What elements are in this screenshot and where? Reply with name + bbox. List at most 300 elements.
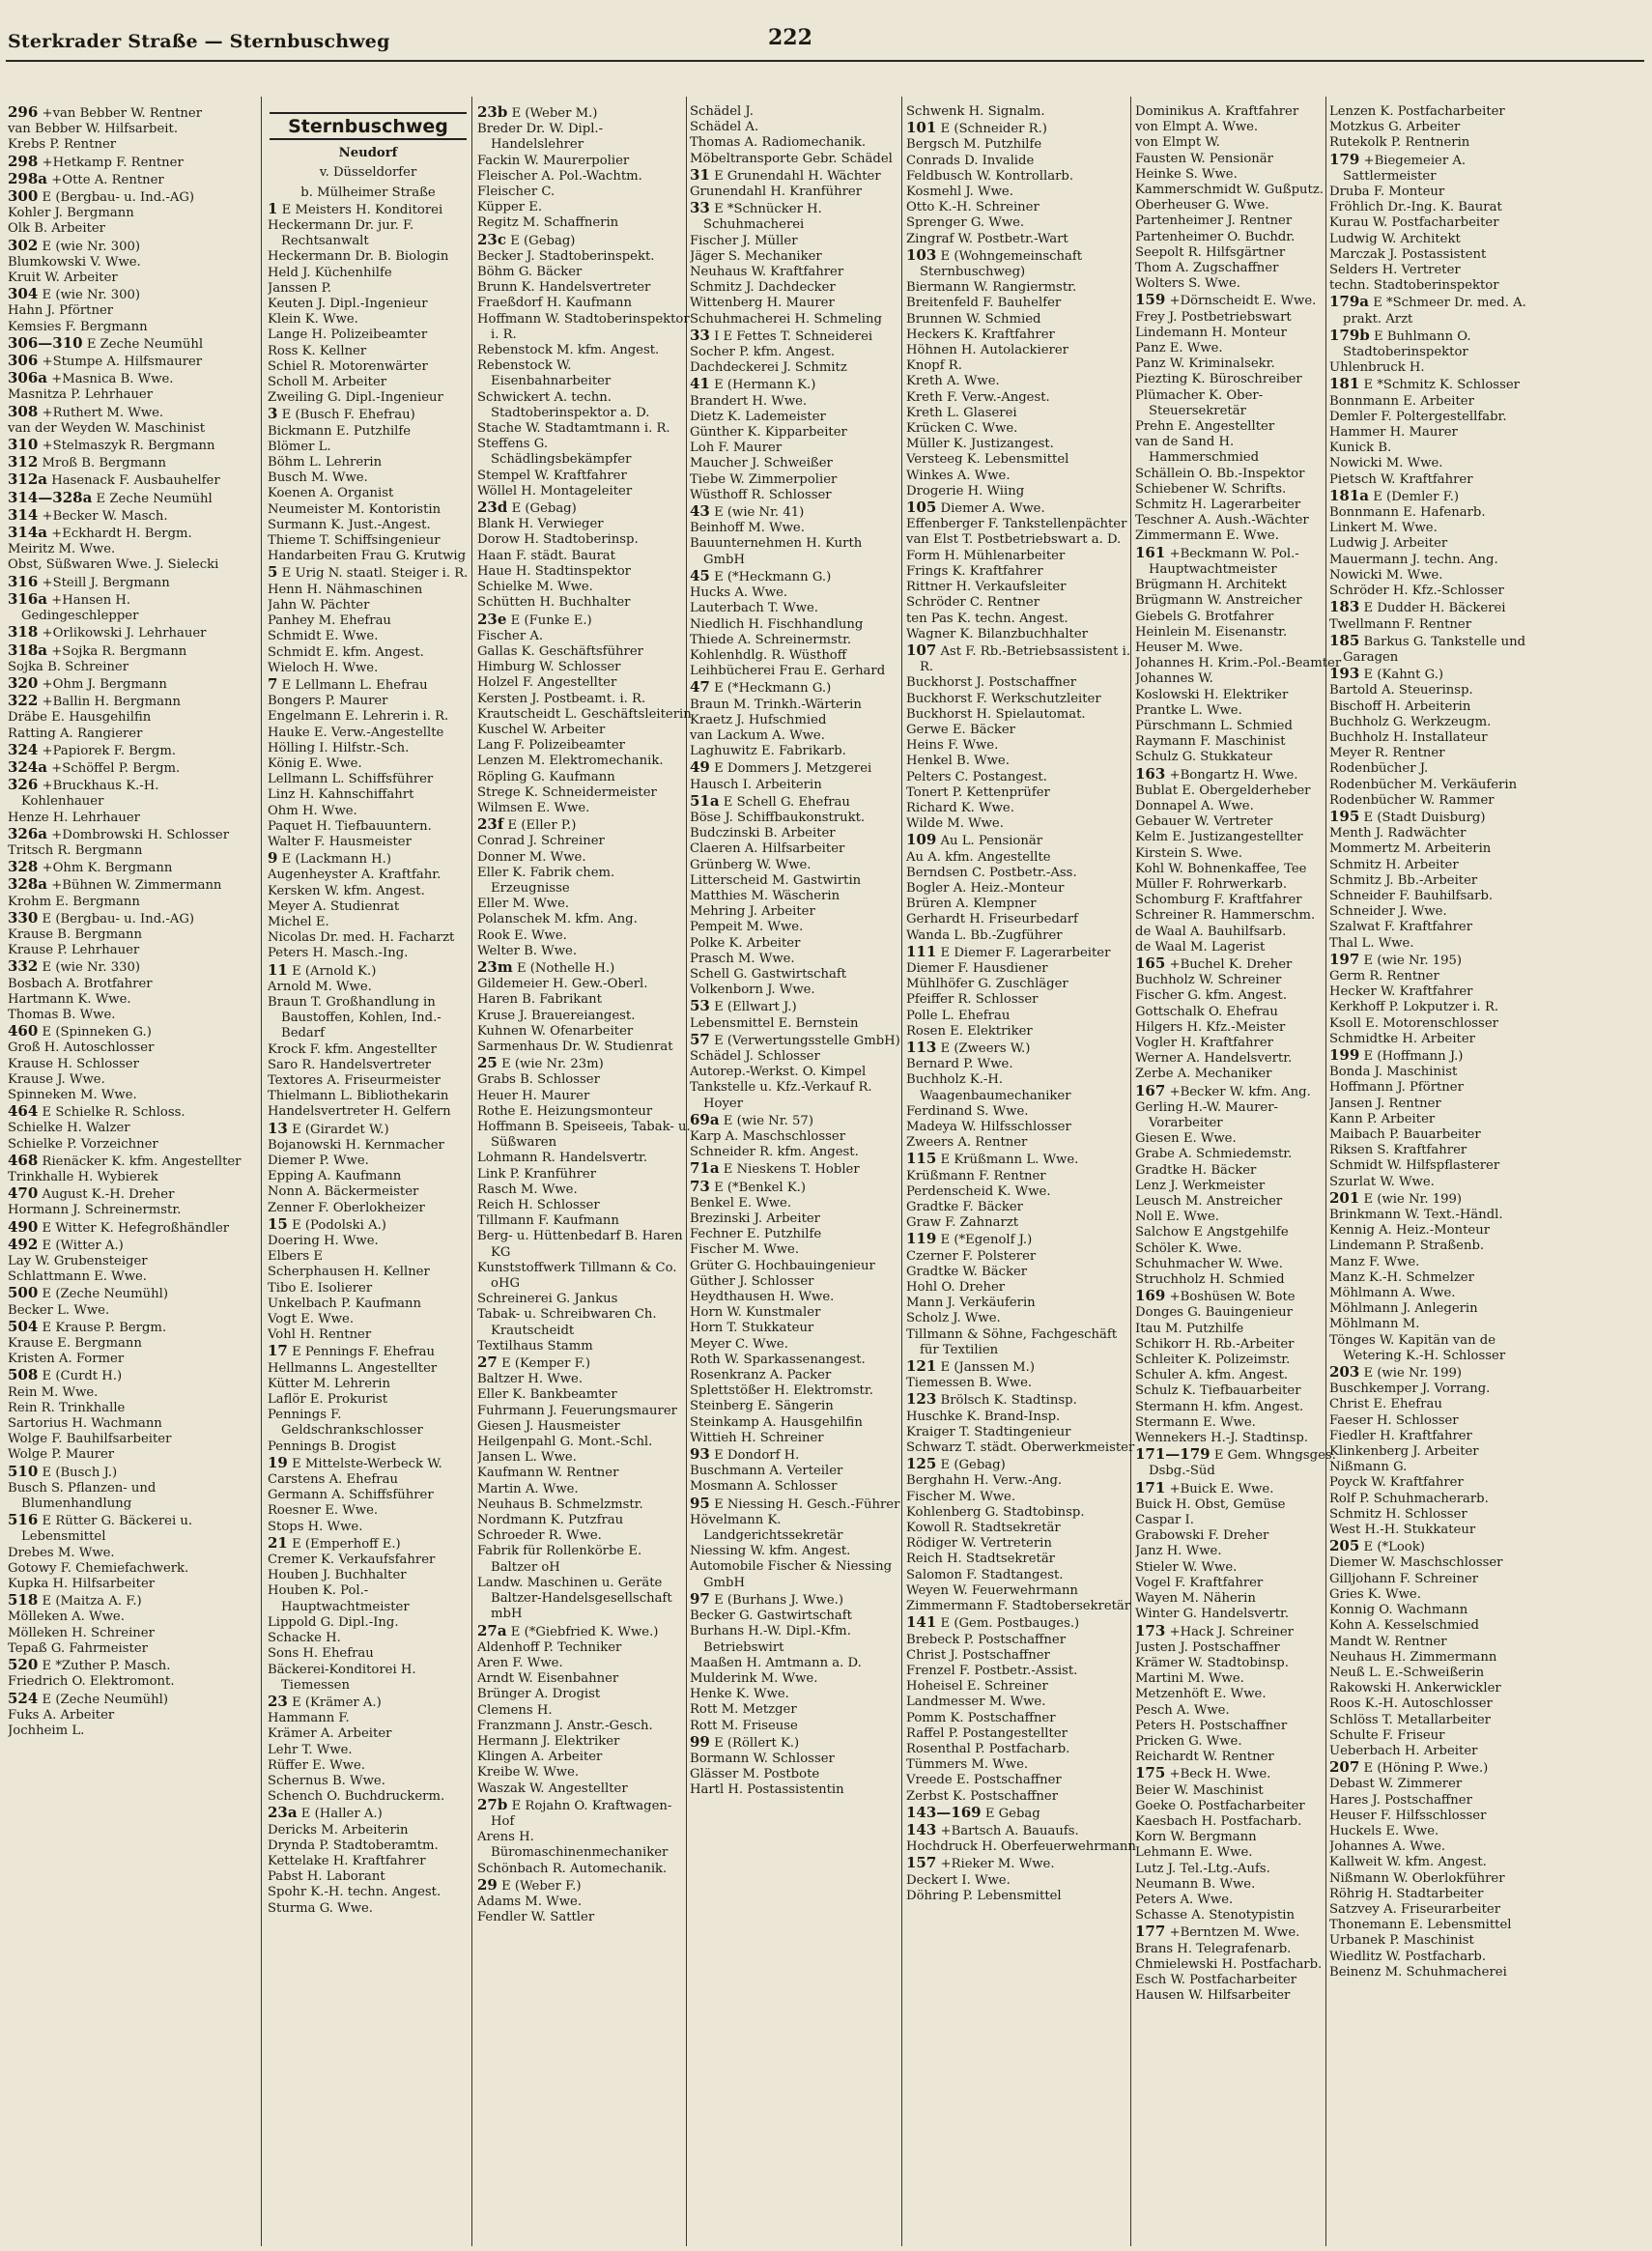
directory-entry	[1329, 568, 1540, 584]
resident-text: Lebensmittel E. Bernstein	[690, 1015, 859, 1031]
house-number: 203	[1329, 1363, 1360, 1382]
directory-entry	[906, 1757, 1136, 1773]
resident-text: Böhm L. Lehrerin	[268, 455, 383, 470]
directory-entry	[906, 1633, 1136, 1648]
resident-text: Burhans H.-W. Dipl.-Kfm. Betriebswirt	[690, 1624, 851, 1655]
resident-text: Schreinerei G. Jankus	[477, 1292, 618, 1307]
resident-text: Kemsies F. Bergmann	[8, 319, 148, 334]
directory-entry	[690, 873, 902, 889]
directory-entry	[690, 152, 902, 167]
directory-entry	[906, 1664, 1136, 1679]
directory-entry	[690, 889, 902, 904]
directory-entry	[906, 358, 1136, 374]
resident-text: Lenzen M. Elektromechanik.	[477, 754, 664, 769]
resident-text: Wagner K. Bilanzbuchhalter	[906, 626, 1088, 641]
resident-text: Thomas A. Radiomechanik.	[690, 135, 867, 151]
resident-text: Bischoff H. Arbeiterin	[1329, 698, 1471, 714]
resident-text: E (*Egenolf J.)	[940, 1233, 1033, 1248]
resident-text: Steffens G. Schädlingsbekämpfer	[477, 437, 632, 468]
resident-text: Partenheimer J. Rentner	[1135, 214, 1293, 229]
directory-entry	[1135, 1957, 1348, 1973]
resident-text: Bergsch M. Putzhilfe	[906, 137, 1042, 153]
directory-entry	[268, 1216, 469, 1234]
directory-entry	[1329, 1933, 1540, 1949]
resident-text: E Meisters H. Konditorei	[281, 202, 443, 217]
house-number: 492	[8, 1235, 39, 1253]
resident-text: Johannes A. Wwe.	[1329, 1839, 1446, 1855]
directory-entry	[690, 936, 902, 952]
directory-entry	[690, 1415, 902, 1431]
house-number: 159	[1135, 291, 1166, 309]
directory-entry	[1135, 1640, 1348, 1656]
directory-entry	[690, 1032, 902, 1049]
directory-entry	[8, 1432, 244, 1447]
resident-text: Wennekers H.-J. Stadtinsp.	[1135, 1431, 1308, 1446]
resident-text: Christ J. Postschaffner	[906, 1647, 1050, 1663]
resident-text: +Ohm K. Bergmann	[42, 861, 173, 876]
directory-entry	[1329, 1587, 1540, 1603]
directory-entry	[690, 1559, 902, 1590]
directory-entry	[1329, 247, 1540, 263]
resident-text: Form H. Mühlenarbeiter	[906, 548, 1066, 563]
resident-text: Henze H. Lehrhauer	[8, 810, 140, 825]
directory-entry	[906, 1169, 1136, 1184]
directory-entry	[1329, 1635, 1540, 1650]
directory-entry	[1135, 152, 1348, 167]
directory-entry	[8, 642, 244, 660]
directory-entry	[690, 503, 902, 521]
resident-text: Schlöss T. Metallarbeiter	[1329, 1712, 1491, 1727]
directory-entry	[1135, 1288, 1348, 1305]
house-number: 97	[690, 1589, 710, 1608]
resident-text: Kersten J. Postbeamt. i. R.	[477, 691, 646, 706]
resident-text: de Waal A. Bauhilfsarb.	[1135, 924, 1287, 939]
resident-text: Frings K. Kraftfahrer	[906, 563, 1043, 579]
directory-entry	[1329, 488, 1540, 505]
directory-entry	[1329, 1681, 1540, 1696]
resident-text: Obst, Süßwaren Wwe. J. Sielecki	[8, 557, 219, 573]
resident-text: Stops H. Wwe.	[268, 1519, 363, 1534]
resident-text: Scholz J. Wwe.	[906, 1311, 1001, 1326]
resident-text: Buckhorst H. Spielautomat.	[906, 706, 1086, 722]
resident-text: Kirstein S. Wwe.	[1135, 845, 1242, 861]
resident-text: Dorow H. Stadtoberinsp.	[477, 532, 639, 548]
resident-text: Automobile Fischer & Niessing GmbH	[690, 1559, 893, 1590]
directory-entry	[268, 787, 469, 803]
resident-text: Neuß L. E.-Schweißerin	[1329, 1665, 1485, 1680]
directory-entry	[477, 1213, 692, 1229]
resident-text: Giesen J. Hausmeister	[477, 1418, 620, 1434]
directory-entry	[1135, 1400, 1348, 1415]
directory-column-2	[268, 104, 469, 2244]
resident-text: Zimmermann E. Wwe.	[1135, 528, 1279, 544]
resident-text: Rosenthal P. Postfacharb.	[906, 1741, 1070, 1756]
directory-column-3	[477, 104, 692, 2244]
resident-text: Tillmann F. Kaufmann	[477, 1213, 619, 1229]
resident-text: Schmitz J. Bb.-Arbeiter	[1329, 872, 1478, 888]
directory-entry	[906, 247, 1136, 280]
resident-text: Franzmann J. Anstr.-Gesch.	[477, 1718, 653, 1733]
resident-text: Poyck W. Kraftfahrer	[1329, 1475, 1464, 1491]
directory-entry	[268, 1265, 469, 1280]
resident-text: Bonnmann E. Hafenarb.	[1329, 505, 1486, 521]
directory-entry	[477, 1862, 692, 1877]
resident-text: Ohm H. Wwe.	[268, 803, 357, 818]
directory-entry	[906, 832, 1136, 849]
directory-entry	[477, 564, 692, 580]
directory-entry	[477, 1198, 692, 1213]
resident-text: Fleischer A. Pol.-Wachtm.	[477, 168, 642, 184]
directory-entry	[268, 1455, 469, 1472]
directory-entry	[477, 1040, 692, 1055]
directory-entry	[477, 866, 692, 897]
house-number: 111	[906, 942, 937, 960]
directory-entry	[8, 1657, 244, 1674]
directory-entry	[8, 1057, 244, 1072]
resident-text: E (*Heckmann G.)	[714, 569, 832, 584]
directory-entry	[690, 1479, 902, 1495]
directory-entry	[1135, 292, 1348, 309]
resident-text: E (Gebag)	[510, 233, 576, 248]
directory-entry	[1329, 1397, 1540, 1412]
directory-entry	[8, 1254, 244, 1269]
directory-entry	[268, 359, 469, 375]
directory-entry	[477, 1750, 692, 1765]
directory-entry	[477, 1703, 692, 1719]
directory-entry	[8, 1319, 244, 1336]
resident-text: van der Weyden W. Maschinist	[8, 420, 206, 436]
directory-entry	[268, 1249, 469, 1265]
resident-text: Reich H. Stadtsekretär	[906, 1552, 1055, 1567]
resident-text: E (Podolski A.)	[292, 1217, 386, 1233]
resident-text: Lang F. Polizeibeamter	[477, 738, 625, 754]
directory-entry	[8, 1170, 244, 1185]
resident-text: Hermann J. Elektriker	[477, 1733, 620, 1749]
resident-text: +Bruckhaus K.-H. Kohlenhauer	[21, 779, 159, 810]
directory-entry	[1135, 893, 1348, 908]
resident-text: Szurlat W. Wwe.	[1329, 1174, 1435, 1189]
directory-entry	[1135, 214, 1348, 229]
resident-text: techn. Stadtoberinspektor	[1329, 278, 1499, 294]
directory-entry	[690, 1702, 902, 1718]
resident-text: Plümacher K. Ober-Steuersekretär	[1135, 387, 1264, 418]
resident-text: Braun T. Großhandlung in Baustoffen, Kohlen, Ind.-Bedarf	[268, 994, 441, 1041]
directory-entry	[1329, 1839, 1540, 1855]
resident-text: Heilgenpahl G. Mont.-Schl.	[477, 1435, 653, 1450]
resident-text: van Lackum A. Wwe.	[690, 727, 825, 743]
resident-text: von Elmpt W.	[1135, 135, 1220, 151]
directory-entry	[690, 488, 902, 503]
house-number: 107	[906, 641, 937, 659]
directory-entry	[477, 944, 692, 959]
directory-entry	[477, 834, 692, 849]
resident-text: Glässer M. Postbote	[690, 1767, 820, 1782]
street-title-box: Sternbuschweg	[270, 112, 467, 140]
resident-text: Gerhardt H. Friseurbedarf	[906, 912, 1078, 927]
directory-entry	[8, 188, 244, 206]
resident-text: Scholl M. Arbeiter	[268, 375, 387, 390]
directory-entry	[477, 1229, 692, 1260]
resident-text: Braun M. Trinkh.-Wärterin	[690, 697, 862, 712]
directory-entry	[1135, 1765, 1348, 1782]
resident-text: Prehn E. Angestellter	[1135, 419, 1275, 435]
resident-text: Keuten J. Dipl.-Ingenieur	[268, 297, 428, 312]
resident-text: Unkelbach P. Kaufmann	[268, 1296, 422, 1311]
house-number: 69a	[690, 1110, 720, 1128]
resident-text: Kupka H. Hilfsarbeiter	[8, 1577, 156, 1592]
resident-text: E Zeche Neumühl	[86, 336, 204, 352]
resident-text: Jansen J. Rentner	[1329, 1096, 1441, 1111]
directory-entry	[690, 1496, 902, 1513]
resident-text: E (Haller A.)	[300, 1807, 383, 1822]
directory-entry	[906, 1599, 1136, 1614]
header-rule	[6, 60, 1644, 62]
directory-entry	[477, 912, 692, 927]
resident-text: Berg- u. Hüttenbedarf B. Haren KG	[477, 1229, 683, 1260]
directory-entry	[906, 517, 1136, 532]
directory-entry	[1329, 1793, 1540, 1809]
house-number: 181	[1329, 375, 1360, 393]
house-number: 205	[1329, 1537, 1360, 1555]
house-number: 324a	[8, 757, 48, 776]
house-number: 5	[268, 563, 278, 582]
resident-text: Druba F. Monteur	[1329, 185, 1445, 200]
resident-text: Textilhaus Stamm	[477, 1338, 593, 1353]
directory-entry	[268, 772, 469, 787]
house-number: 179b	[1329, 326, 1370, 344]
directory-entry	[906, 1456, 1136, 1473]
directory-entry	[477, 644, 692, 660]
directory-entry	[268, 564, 469, 582]
house-number: 316	[8, 572, 39, 590]
resident-text: Twellmann F. Rentner	[1329, 616, 1472, 632]
directory-entry	[690, 1290, 902, 1305]
directory-entry	[8, 122, 244, 137]
resident-text: Czerner F. Polsterer	[906, 1248, 1037, 1264]
directory-entry	[8, 927, 244, 943]
directory-entry	[1329, 584, 1540, 599]
resident-text: Wolters S. Wwe.	[1135, 276, 1240, 292]
resident-text: Grabs B. Schlosser	[477, 1072, 600, 1088]
column-divider	[471, 97, 472, 2246]
directory-entry	[1329, 1538, 1540, 1555]
directory-entry	[8, 624, 244, 641]
directory-entry	[477, 1435, 692, 1450]
resident-text: E (Ellwart J.)	[714, 1000, 797, 1015]
resident-text: Fausten W. Pensionär	[1135, 151, 1273, 166]
resident-text: E (Funke E.)	[510, 613, 592, 628]
directory-entry	[690, 1227, 902, 1242]
directory-entry	[1135, 1988, 1348, 2004]
directory-entry	[906, 1855, 1136, 1872]
directory-entry	[690, 1687, 902, 1702]
directory-entry	[8, 206, 244, 221]
directory-entry	[268, 1042, 469, 1058]
resident-text: Krautscheidt L. Geschäftsleiterin	[477, 706, 692, 722]
resident-text: Mandt W. Rentner	[1329, 1634, 1447, 1649]
resident-text: Lay W. Grubensteiger	[8, 1254, 148, 1269]
directory-entry	[1135, 877, 1348, 893]
directory-entry	[690, 728, 902, 744]
directory-entry	[906, 961, 1136, 977]
directory-entry	[8, 1481, 244, 1512]
resident-text: Schikorr H. Rb.-Arbeiter	[1135, 1336, 1295, 1352]
house-number: 47	[690, 678, 710, 697]
directory-entry	[1135, 245, 1348, 261]
house-number: 113	[906, 1038, 937, 1056]
house-number: 43	[690, 502, 710, 521]
directory-entry	[1329, 1696, 1540, 1712]
resident-text: Graw F. Zahnarzt	[906, 1215, 1019, 1231]
house-number: 199	[1329, 1045, 1360, 1064]
directory-entry	[906, 707, 1136, 723]
resident-text: Friedrich O. Elektromont.	[8, 1674, 175, 1690]
resident-text: Möhlmann A. Wwe.	[1329, 1286, 1456, 1301]
directory-entry	[1135, 1942, 1348, 1957]
directory-entry	[477, 580, 692, 595]
resident-text: Meiritz M. Wwe.	[8, 542, 116, 557]
directory-entry	[477, 1404, 692, 1419]
resident-text: Faeser H. Schlosser	[1329, 1412, 1459, 1428]
house-number: 314a	[8, 524, 48, 542]
resident-text: Ross K. Kellner	[268, 343, 367, 358]
resident-text: E (Wohngemeinschaft Sternbuschweg)	[920, 248, 1083, 280]
resident-text: Donnapel A. Wwe.	[1135, 798, 1254, 813]
resident-text: Schneider J. Wwe.	[1329, 904, 1447, 920]
house-number: 125	[906, 1455, 937, 1473]
directory-entry	[906, 1311, 1136, 1326]
directory-entry	[690, 1179, 902, 1196]
resident-text: Eller K. Fabrik chem. Erzeugnisse	[477, 865, 615, 896]
resident-text: Eller K. Bankbeamter	[477, 1387, 617, 1403]
directory-entry	[1329, 936, 1540, 952]
directory-entry	[1329, 232, 1540, 247]
house-number: 27b	[477, 1795, 508, 1813]
resident-text: Nißmann G.	[1329, 1460, 1408, 1475]
directory-entry	[268, 1234, 469, 1249]
resident-text: Knopf R.	[906, 358, 962, 374]
directory-entry	[268, 676, 469, 694]
resident-text: Tibo E. Isolierer	[268, 1280, 373, 1296]
resident-text: E Urig N. staatl. Steiger i. R.	[281, 566, 469, 582]
directory-entry	[268, 1758, 469, 1774]
directory-entry	[477, 770, 692, 785]
house-number: 93	[690, 1445, 710, 1464]
directory-entry	[268, 819, 469, 835]
resident-text: Hoffmann W. Stadtoberinspektor i. R.	[477, 311, 690, 342]
directory-entry	[690, 234, 902, 249]
resident-text: E Dudder H. Bäckerei	[1363, 601, 1506, 616]
directory-entry	[906, 137, 1136, 153]
resident-text: Kennig A. Heiz.-Monteur	[1329, 1223, 1491, 1239]
house-number: 27	[477, 1353, 498, 1372]
resident-text: Blömer L.	[268, 439, 331, 454]
column-divider	[261, 97, 262, 2246]
resident-text: Hoheisel E. Schreiner	[906, 1679, 1048, 1695]
directory-entry	[690, 1049, 902, 1065]
resident-text: E Buhlmann O. Stadtoberinspektor	[1343, 328, 1471, 360]
directory-entry	[1135, 1163, 1348, 1179]
directory-entry	[690, 1321, 902, 1336]
directory-entry	[906, 1280, 1136, 1296]
resident-text: Haue H. Stadtinspektor	[477, 563, 631, 579]
directory-entry	[1329, 1618, 1540, 1634]
resident-text: Saro R. Handelsvertreter	[268, 1057, 432, 1072]
resident-text: E Schell G. Ehefrau	[723, 794, 850, 810]
resident-text: Buckhorst J. Postschaffner	[906, 675, 1077, 691]
resident-text: Rodenbücher M. Verkäuferin	[1329, 777, 1518, 792]
directory-entry	[1135, 719, 1348, 734]
directory-entry	[1329, 809, 1540, 826]
directory-entry	[8, 1137, 244, 1153]
directory-entry	[8, 104, 244, 122]
directory-entry	[906, 675, 1136, 691]
resident-text: van Bebber W. Hilfsarbeit.	[8, 122, 179, 137]
resident-text: +Schöffel P. Bergm.	[51, 760, 181, 776]
directory-entry	[8, 471, 244, 489]
house-number: 19	[268, 1453, 288, 1471]
directory-entry	[268, 1503, 469, 1519]
directory-entry	[268, 1201, 469, 1216]
directory-entry	[690, 778, 902, 793]
directory-entry	[268, 980, 469, 995]
directory-entry	[268, 709, 469, 725]
resident-text: E (Zeche Neumühl)	[42, 1692, 169, 1707]
resident-text: Wayen M. Näherin	[1135, 1591, 1256, 1607]
directory-entry	[477, 437, 692, 468]
directory-entry	[906, 280, 1136, 296]
directory-entry	[906, 1805, 1136, 1822]
resident-text: Germann A. Schiffsführer	[268, 1488, 434, 1503]
resident-text: Sons H. Ehefrau	[268, 1646, 374, 1662]
directory-entry	[268, 1169, 469, 1184]
directory-entry	[1135, 750, 1348, 765]
directory-entry	[477, 1387, 692, 1403]
resident-text: E (Bergbau- u. Ind.-AG)	[42, 190, 195, 206]
directory-entry	[268, 1711, 469, 1726]
resident-text: Niedlich H. Fischhandlung	[690, 616, 864, 632]
resident-text: Blank H. Verwieger	[477, 517, 604, 532]
resident-text: Gotowy F. Chemiefachwerk.	[8, 1560, 189, 1576]
house-number: 161	[1135, 543, 1166, 561]
resident-text: Gallas K. Geschäftsführer	[477, 643, 643, 659]
resident-text: Itau M. Putzhilfe	[1135, 1321, 1244, 1336]
resident-text: Gerling H.-W. Maurer-Vorarbeiter	[1135, 1099, 1278, 1130]
house-number: 460	[8, 1022, 39, 1040]
resident-text: Groß H. Autoschlosser	[8, 1040, 155, 1056]
resident-text: E (Arnold K.)	[292, 963, 377, 979]
resident-text: Krücken C. Wwe.	[906, 421, 1018, 437]
directory-entry	[690, 1591, 902, 1609]
resident-text: Diemer W. Maschschlosser	[1329, 1555, 1503, 1571]
resident-text: Bauunternehmen H. Kurth GmbH	[690, 536, 863, 567]
directory-entry	[906, 1391, 1136, 1409]
resident-text: Horn W. Kunstmaler	[690, 1305, 821, 1321]
directory-entry	[690, 1259, 902, 1274]
resident-text: Pomm K. Postschaffner	[906, 1710, 1056, 1725]
directory-entry	[8, 1610, 244, 1625]
resident-text: Hochdruck H. Oberfeuerwehrmann	[906, 1839, 1136, 1855]
resident-text: Heinlein M. Eisenanstr.	[1135, 624, 1288, 640]
resident-text: Heckers K. Kraftfahrer	[906, 327, 1055, 342]
resident-text: Perdenscheid K. Wwe.	[906, 1183, 1051, 1199]
resident-text: Panz W. Kriminalsekr.	[1135, 356, 1275, 372]
directory-entry	[1135, 799, 1348, 814]
directory-entry	[477, 1781, 692, 1797]
directory-entry	[1329, 200, 1540, 215]
resident-text: Ratting A. Rangierer	[8, 726, 143, 741]
directory-entry	[1135, 1893, 1348, 1908]
